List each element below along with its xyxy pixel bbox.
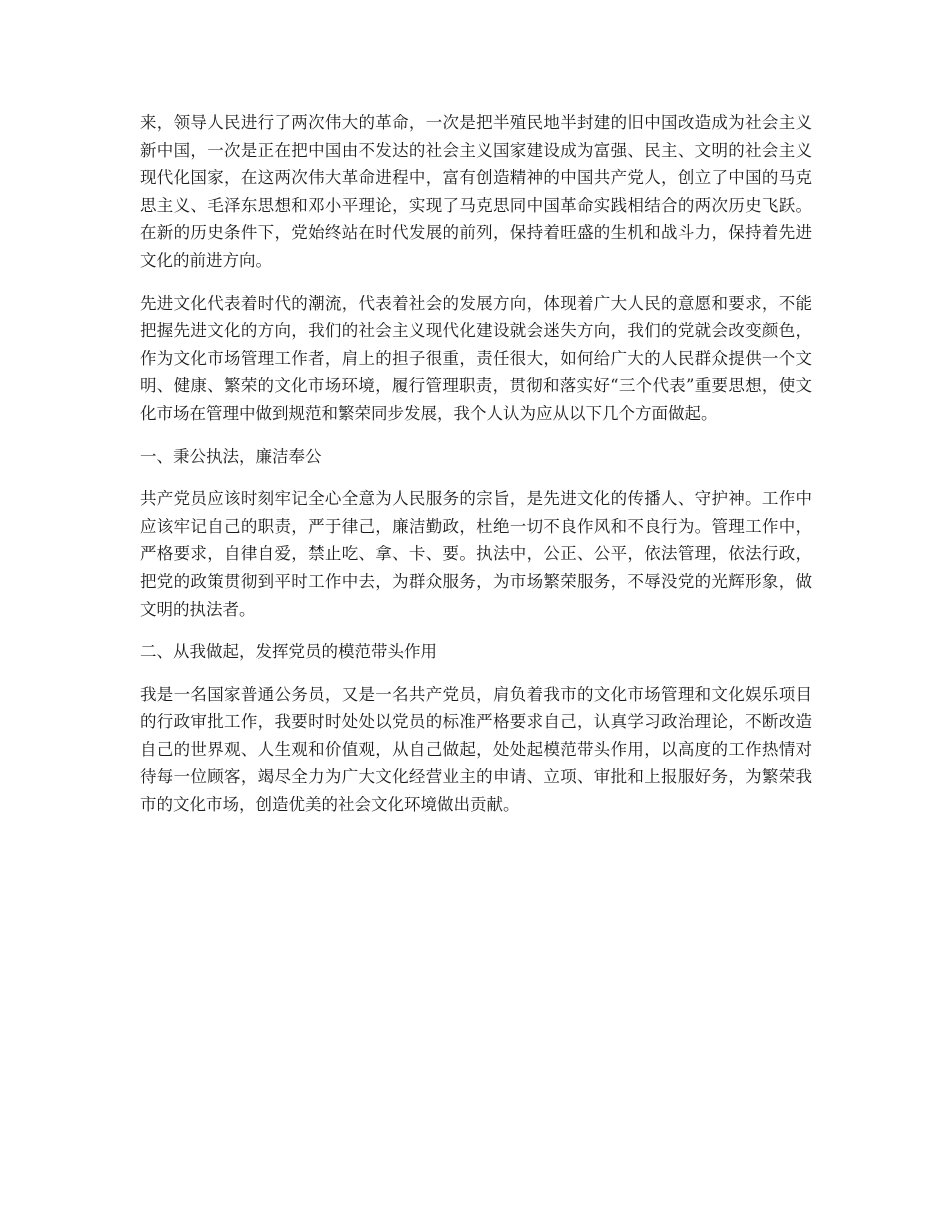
paragraph-advanced-culture: 先进文化代表着时代的潮流，代表着社会的发展方向，体现着广大人民的意愿和要求，不能把握先进文化的方向，我们的社会主义现代化建设就会迷失方向，我们的党就会改变颜色，作为文化市场管理工作者，肩上的担子很重，责任很大，如何给广大的人民群众提供一个文明、健康、繁荣的文化市场环境，履行管理职责，贯彻和落实好“三个代表”重要思想，使文化市场在管理中做到规范和繁荣同步发展，我个人认为应从以下几个方面做起。 xyxy=(140,293,812,423)
paragraph-party-members-duty: 共产党员应该时刻牢记全心全意为人民服务的宗旨，是先进文化的传播人、守护神。工作中应该牢记自己的职责，严于律己，廉洁勤政，杜绝一切不良作风和不良行为。管理工作中，严格要求，自律自爱，禁止吃、拿、卡、要。执法中，公正、公平，依法管理，依法行政，把党的政策贯彻到平时工作中去，为群众服务，为市场繁荣服务，不辱没党的光辉形象，做文明的执法者。 xyxy=(140,489,812,619)
paragraph-personal-commitment: 我是一名国家普通公务员，又是一名共产党员，肩负着我市的文化市场管理和文化娱乐项目的行政审批工作，我要时时处处以党员的标准严格要求自己，认真学习政治理论，不断改造自己的世界观、人生观和价值观，从自己做起，处处起模范带头作用，以高度的工作热情对待每一位顾客，竭尽全力为广大文化经营业主的申请、立项、审批和上报服好务，为繁荣我市的文化市场，创造优美的社会文化环境做出贡献。 xyxy=(140,684,812,815)
document-body xyxy=(140,109,812,834)
section-heading-2: 二、从我做起，发挥党员的模范带头作用 xyxy=(140,642,437,662)
paragraph-revolutions: 来，领导人民进行了两次伟大的革命，一次是把半殖民地半封建的旧中国改造成为社会主义新中国，一次是正在把中国由不发达的社会主义国家建设成为富强、民主、文明的社会主义现代化国家，在这两次伟大革命进程中，富有创造精神的中国共产党人，创立了中国的马克思主义、毛泽东思想和邓小平理论，实现了马克思同中国革命实践相结合的两次历史飞跃。在新的历史条件下，党始终站在时代发展的前列，保持着旺盛的生机和战斗力，保持着先进文化的前进方向。 xyxy=(140,113,812,270)
section-heading-1: 一、秉公执法，廉洁奉公 xyxy=(140,446,322,466)
